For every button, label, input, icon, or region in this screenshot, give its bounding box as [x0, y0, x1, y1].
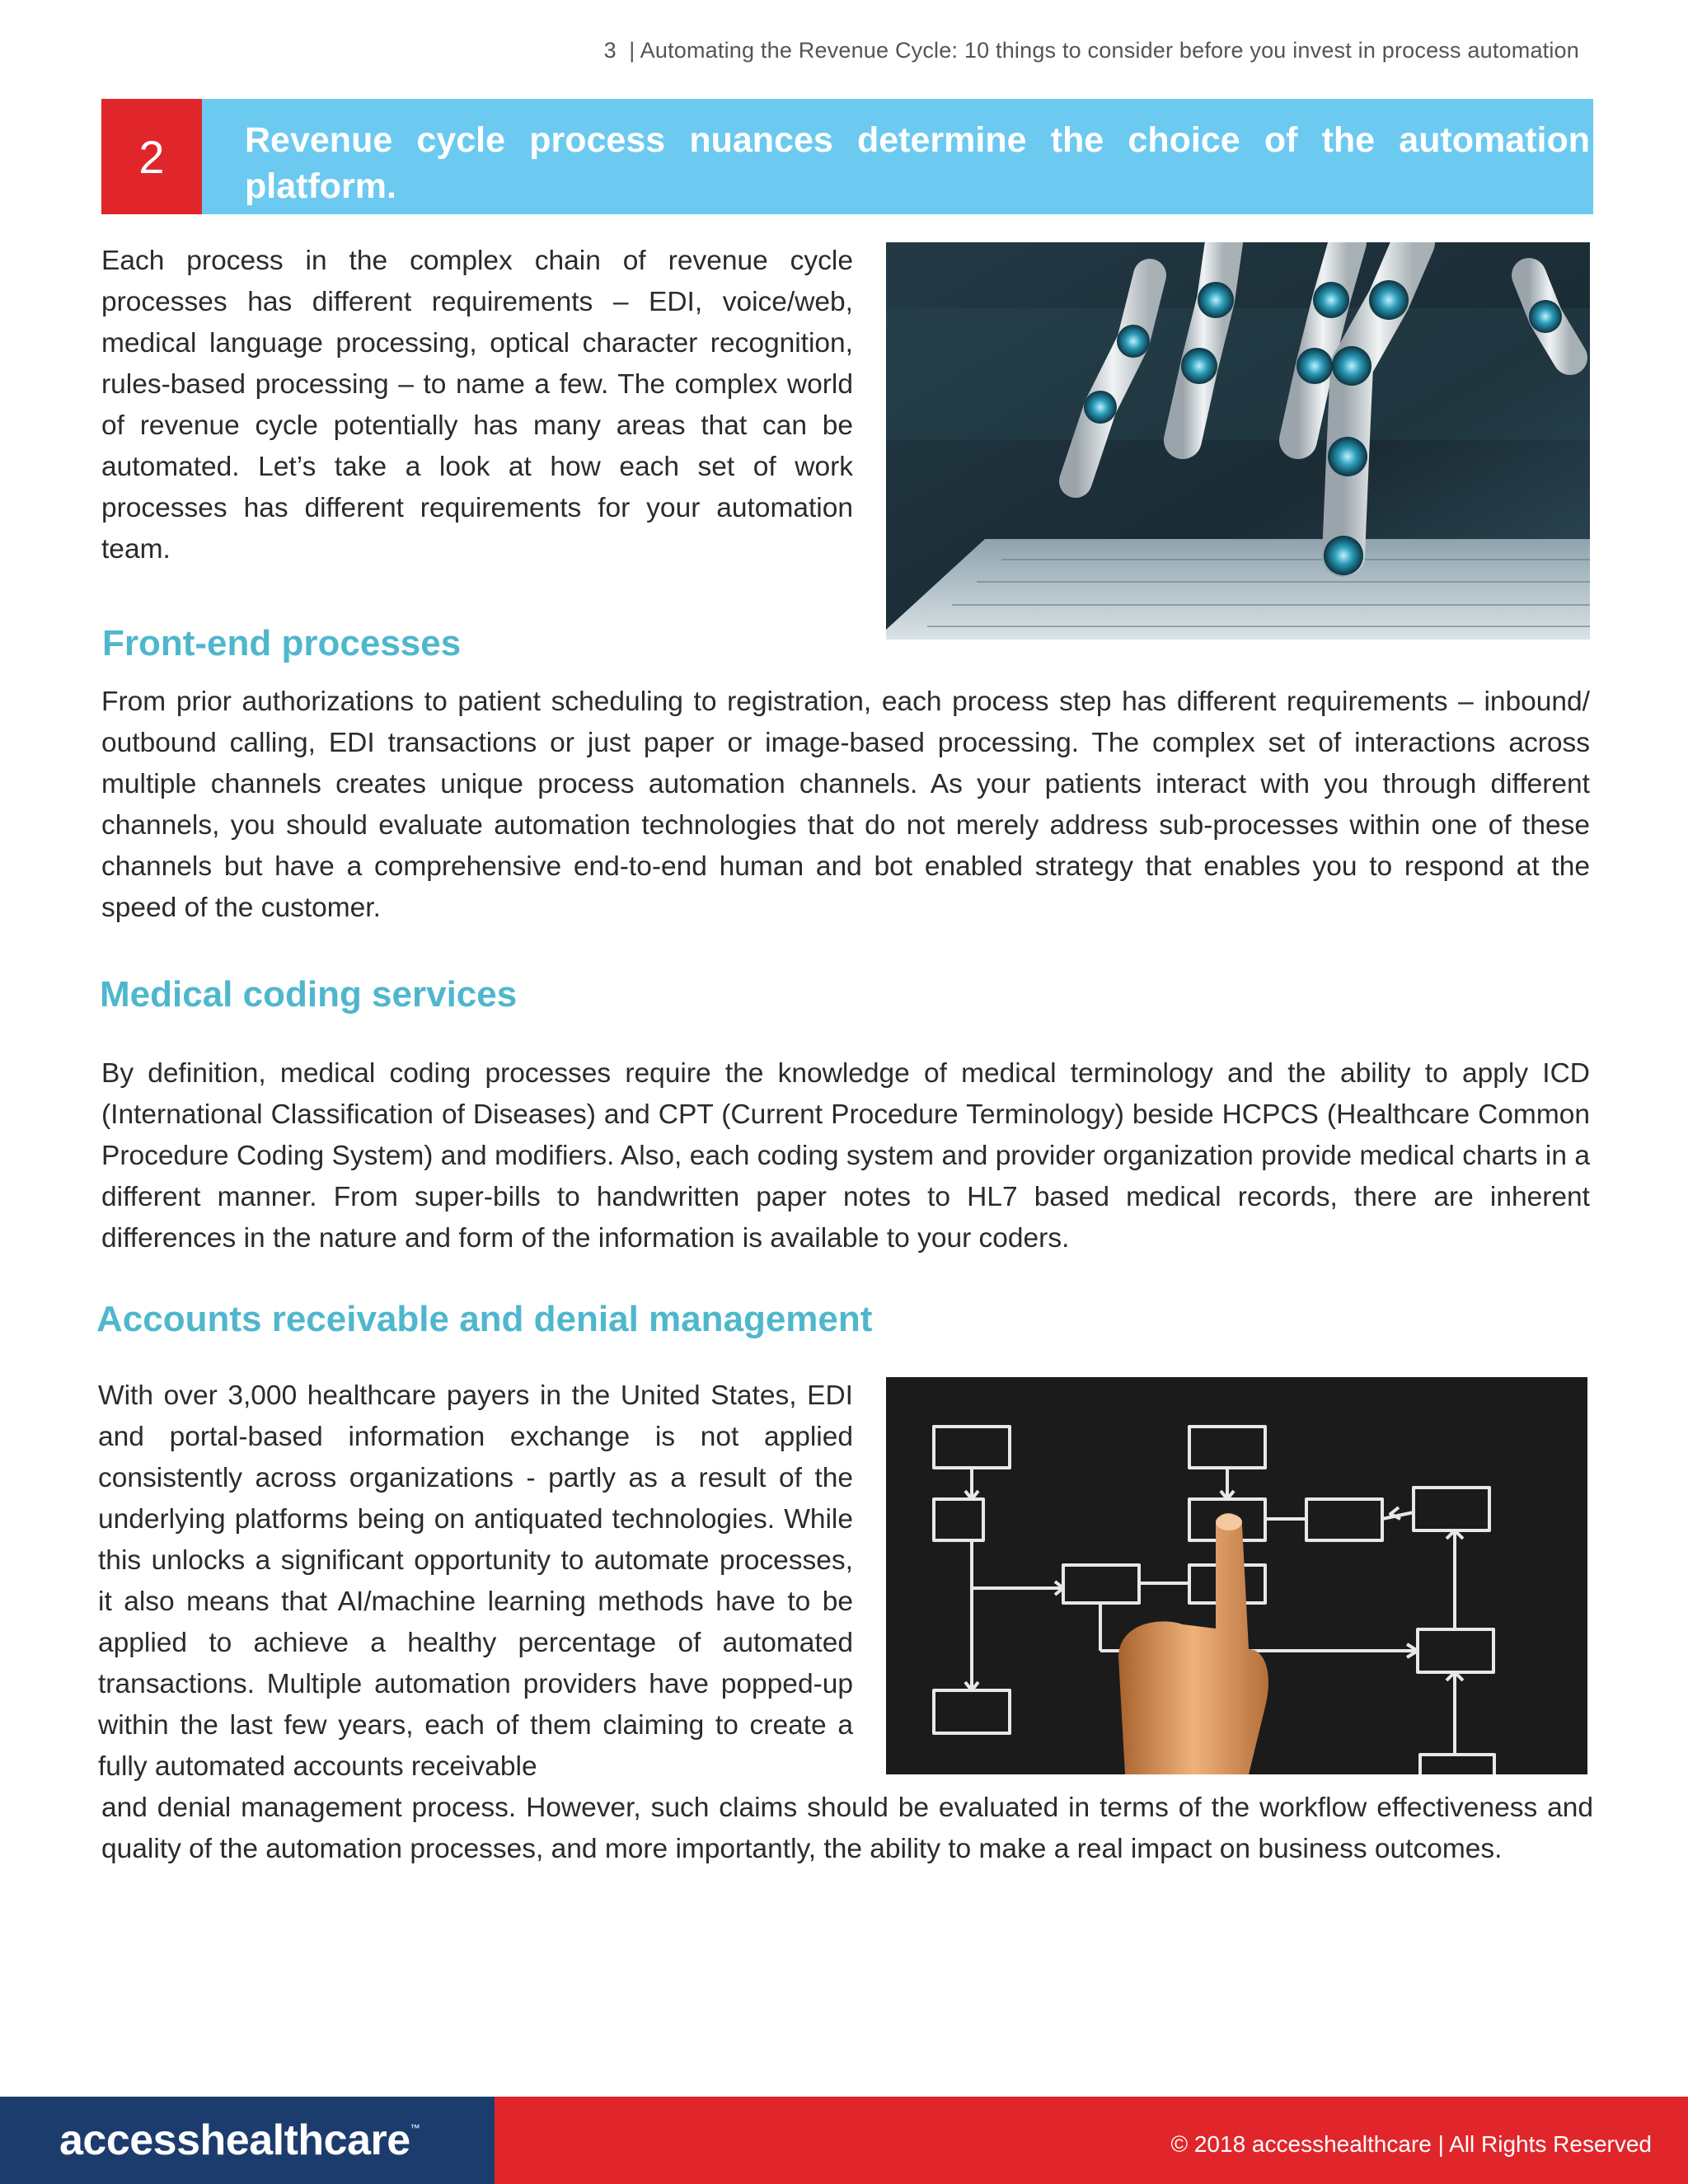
medical-coding-heading: Medical coding services	[100, 974, 518, 1015]
robot-hand-image	[886, 242, 1590, 640]
section-number: 2	[101, 99, 202, 214]
accesshealthcare-logo	[59, 2116, 420, 2165]
copyright-notice: © 2018 accesshealthcare | All Rights Reserved	[1170, 2131, 1652, 2157]
front-end-heading: Front-end processes	[102, 623, 462, 663]
document-title: | Automating the Revenue Cycle: 10 things to consider before you invest in process automation	[629, 38, 1579, 63]
page-header	[604, 38, 1579, 63]
page-number: 3	[603, 38, 617, 63]
flowchart-hand-image	[886, 1377, 1587, 1774]
accounts-receivable-paragraph-part2: and denial management process. However, such claims should be evaluated in terms of the workflow effectiveness and quality of the automation processes, and more importantly, the ability to make a real impact on business outcomes.	[101, 1793, 1593, 1864]
front-end-paragraph: From prior authorizations to patient scheduling to registration, each process step has different requirements – inbound/ outbound calling, EDI transactions or just paper or image-based processing. The complex set of interactions across multiple channels creates unique process automation channels. As your patients interact with you through different channels, you should evaluate automation technologies that do not merely address sub-processes within one of these channels but have a comprehensive end-to-end human and bot enabled strategy that enables you to respond at the speed of the customer.	[101, 687, 1590, 923]
medical-coding-paragraph: By definition, medical coding processes require the knowledge of medical terminology and the ability to apply ICD (International Classification of Diseases) and CPT (Current Procedure Terminology) beside HCPCS (Healthcare Common Procedure Coding System) and modifiers. Also, each coding system and provider organization provide medical charts in a different manner. From super-bills to handwritten paper notes to HL7 based medical records, there are inherent differences in the nature and form of the information is available to your coders.	[101, 1058, 1590, 1254]
intro-paragraph: Each process in the complex chain of revenue cycle processes has different requirements – EDI, voice/web, medical language processing, optical character recognition, rules-based processing – to name a few. The complex world of revenue cycle potentially has many areas that can be automated. Let’s take a look at how each set of work processes has different requirements for your automation team.	[101, 246, 853, 565]
logo-text: accesshealthcare	[59, 2116, 410, 2164]
trademark-mark: ™	[410, 2122, 420, 2134]
accounts-receivable-paragraph-part1: With over 3,000 healthcare payers in the United States, EDI and portal-based information exchange is not applied consistently across organizations - partly as a result of the underlying platforms being on antiquated technologies. While this unlocks a significant opportunity to automate processes, it also means that AI/machine learning methods have to be applied to achieve a healthy percentage of automated transactions. Multiple automation providers have popped-up within the last few years, each of them claiming to create a fully automated accounts receivable	[98, 1380, 853, 1782]
section-title: Revenue cycle process nuances determine the choice of the automation platform.	[245, 120, 1590, 206]
accounts-receivable-heading: Accounts receivable and denial management	[96, 1299, 873, 1339]
section-banner	[101, 99, 1593, 214]
